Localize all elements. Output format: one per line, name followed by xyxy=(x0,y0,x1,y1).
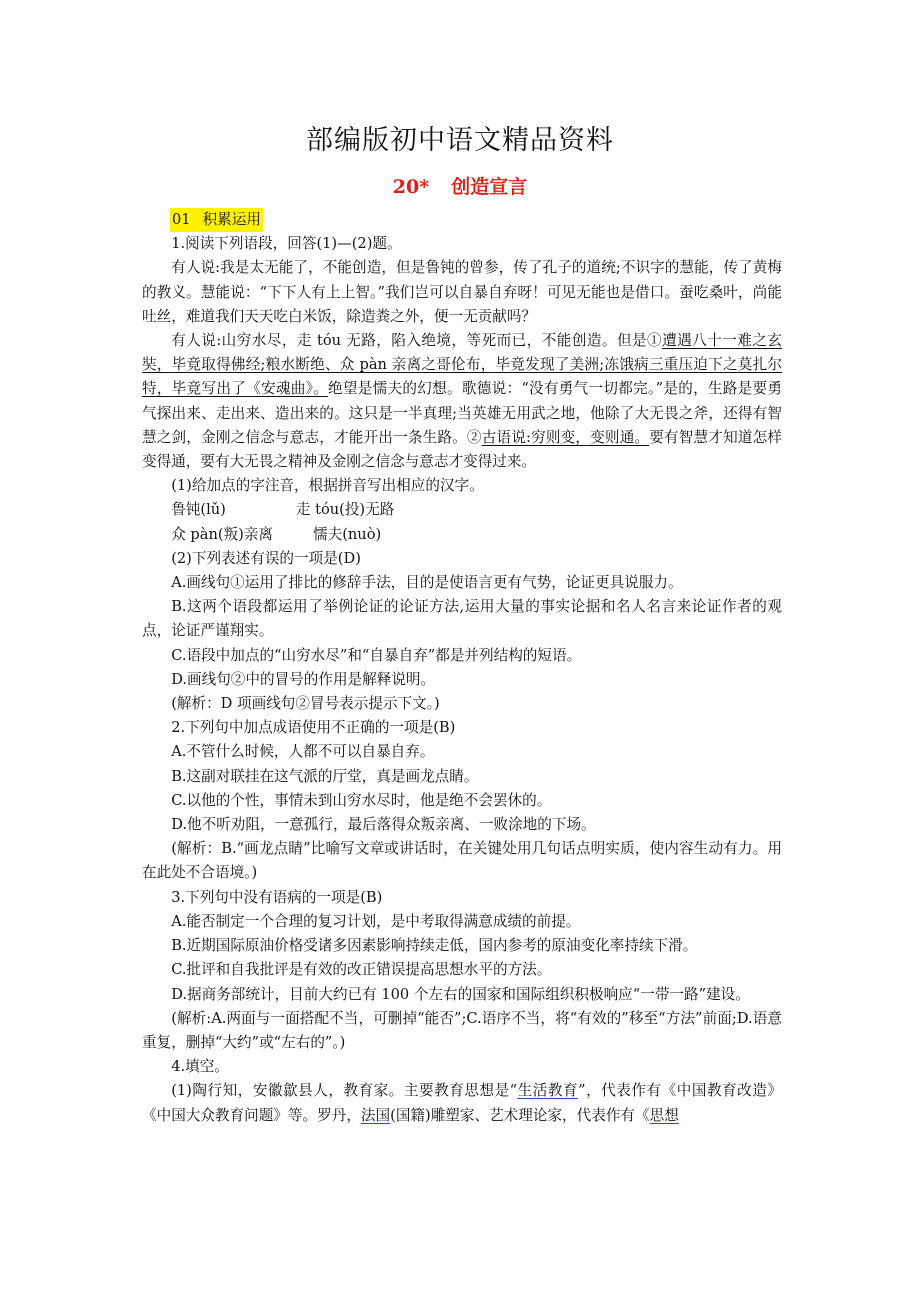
question-2-option-d: D.他不听劝阻，一意孤行，最后落得众叛亲离、一败涂地的下场。 xyxy=(171,816,596,834)
q4-text-c: (国籍)雕塑家、艺术理论家，代表作有《 xyxy=(390,1106,650,1124)
question-1-option-d: D.画线句②中的冒号的作用是解释说明。 xyxy=(171,670,436,688)
question-3-option-d: D.据商务部统计，目前大约已有 100 个左右的国家和国际组织积极响应“一带一路”建设。 xyxy=(171,985,750,1003)
section-text: 积累运用 xyxy=(202,211,261,228)
question-4-stem: 4.填空。 xyxy=(171,1058,229,1076)
question-1-stem: 1.阅读下列语段，回答(1)—(2)题。 xyxy=(171,235,402,253)
question-2-option-a: A.不管什么时候，人都不可以自暴自弃。 xyxy=(171,743,435,761)
answer-tou: 走 tóu(投)无路 xyxy=(295,501,395,519)
passage-paragraph-1: 有人说:我是太无能了，不能创造，但是鲁钝的曾参，传了孔子的道统;不识字的慧能，传了黄梅的教义。慧能说：“下下人有上上智。”我们岂可以自暴自弃呀！可见无能也是借口。蚕吃桑叶，尚能吐丝，难道我们天天吃白米饭，除造粪之外，便一无贡献吗？ xyxy=(142,259,782,325)
document-body xyxy=(142,208,782,1128)
fill-answer-1: 生活教育 xyxy=(517,1082,579,1100)
question-1-sub-1-stem: (1)给加点的字注音，根据拼音写出相应的汉字。 xyxy=(171,477,484,495)
question-2-option-c: C.以他的个性，事情未到山穷水尽时，他是绝不会罢休的。 xyxy=(171,791,552,809)
question-1-analysis: (解析：D 项画线句②冒号表示提示下文。) xyxy=(171,695,440,713)
question-3-option-c: C.批评和自我批评是有效的改正错误提高思想水平的方法。 xyxy=(171,961,552,979)
answer-nuo: 懦夫(nuò) xyxy=(313,525,382,543)
passage-2-part-a: 有人说:山穷水尽，走 tóu 无路，陷入绝境，等死而已，不能创造。但是① xyxy=(171,332,663,350)
question-2-analysis: (解析：B.“画龙点睛”比喻写文章或讲话时，在关键处用几句话点明实质，使内容生动有力。用在此处不合语境。) xyxy=(142,840,782,882)
answer-row-2 xyxy=(142,523,782,547)
question-3-option-b: B.近期国际原油价格受诸多因素影响持续走低，国内参考的原油变化率持续下滑。 xyxy=(171,937,698,955)
q4-text-b: ”，代表作有《中国教育改造》《中国大众教育问题》等。罗丹， xyxy=(142,1082,782,1124)
question-3-analysis: (解析:A.两面与一面搭配不当，可删掉“能否”;C.语序不当，将“有效的”移至“方法”前面;D.语意重复，删掉“大约”或“左右的”。) xyxy=(142,1009,782,1051)
passage-2-part-b: 绝望是懦夫的幻想。歌德说：“没有勇气一切都完。”是的，生路是要勇气探出来、走出来、造出来的。这只是一半真理;当英雄无用武之地，他除了大无畏之斧，还得有智慧之剑，金刚之信念与意志，才能开出一条生路。② xyxy=(142,380,783,446)
question-1-option-a: A.画线句①运用了排比的修辞手法，目的是使语言更有气势，论证更具说服力。 xyxy=(171,574,683,592)
underlined-sentence-2: 古语说:穷则变，变则通。 xyxy=(481,428,650,446)
answer-row-1 xyxy=(142,498,782,522)
question-1-option-c: C.语段中加点的“山穷水尽”和“自暴自弃”都是并列结构的短语。 xyxy=(171,646,582,664)
question-1-option-b: B.这两个语段都运用了举例论证的论证方法,运用大量的事实论据和名人名言来论证作者的观点，论证严谨翔实。 xyxy=(142,598,782,640)
question-4-part-1 xyxy=(142,1079,782,1127)
q4-text-a: (1)陶行知，安徽歙县人，教育家。主要教育思想是“ xyxy=(171,1082,518,1100)
question-1-sub-2-stem: (2)下列表述有误的一项是(D) xyxy=(171,549,361,567)
lesson-name: 创造宣言 xyxy=(451,176,528,198)
question-3-stem: 3.下列句中没有语病的一项是(B) xyxy=(171,888,383,906)
underlined-sentence-1: 遭遇八十一难之玄奘，毕竟取得佛经;粮水断绝、众 pàn 亲离之哥伦布，毕竟发现了美洲;冻饿病三重压迫下之莫扎尔特，毕竟写出了《安魂曲》。 xyxy=(142,332,782,398)
fill-answer-3: 思想 xyxy=(649,1106,679,1124)
section-label xyxy=(170,208,263,232)
answer-pan: 众 pàn(叛)亲离 xyxy=(171,525,274,543)
answer-lu: 鲁钝(lǔ) xyxy=(171,501,226,519)
question-2-option-b: B.这副对联挂在这气派的厅堂，真是画龙点睛。 xyxy=(171,767,479,785)
document-title: 部编版初中语文精品资料 xyxy=(306,125,614,156)
lesson-number: 20* xyxy=(392,176,430,198)
lesson-title xyxy=(0,172,920,199)
section-heading xyxy=(142,208,782,232)
passage-2-part-c: 要有智慧才知道怎样变得通，要有大无畏之精神及金刚之信念与意志才变得过来。 xyxy=(142,428,782,471)
question-3-option-a: A.能否制定一个合理的复习计划，是中考取得满意成绩的前提。 xyxy=(171,912,581,930)
section-number: 01 xyxy=(172,211,191,228)
fill-answer-2: 法国 xyxy=(360,1106,391,1124)
passage-paragraph-2 xyxy=(142,329,782,474)
question-2-stem: 2.下列句中加点成语使用不正确的一项是(B) xyxy=(171,719,456,737)
